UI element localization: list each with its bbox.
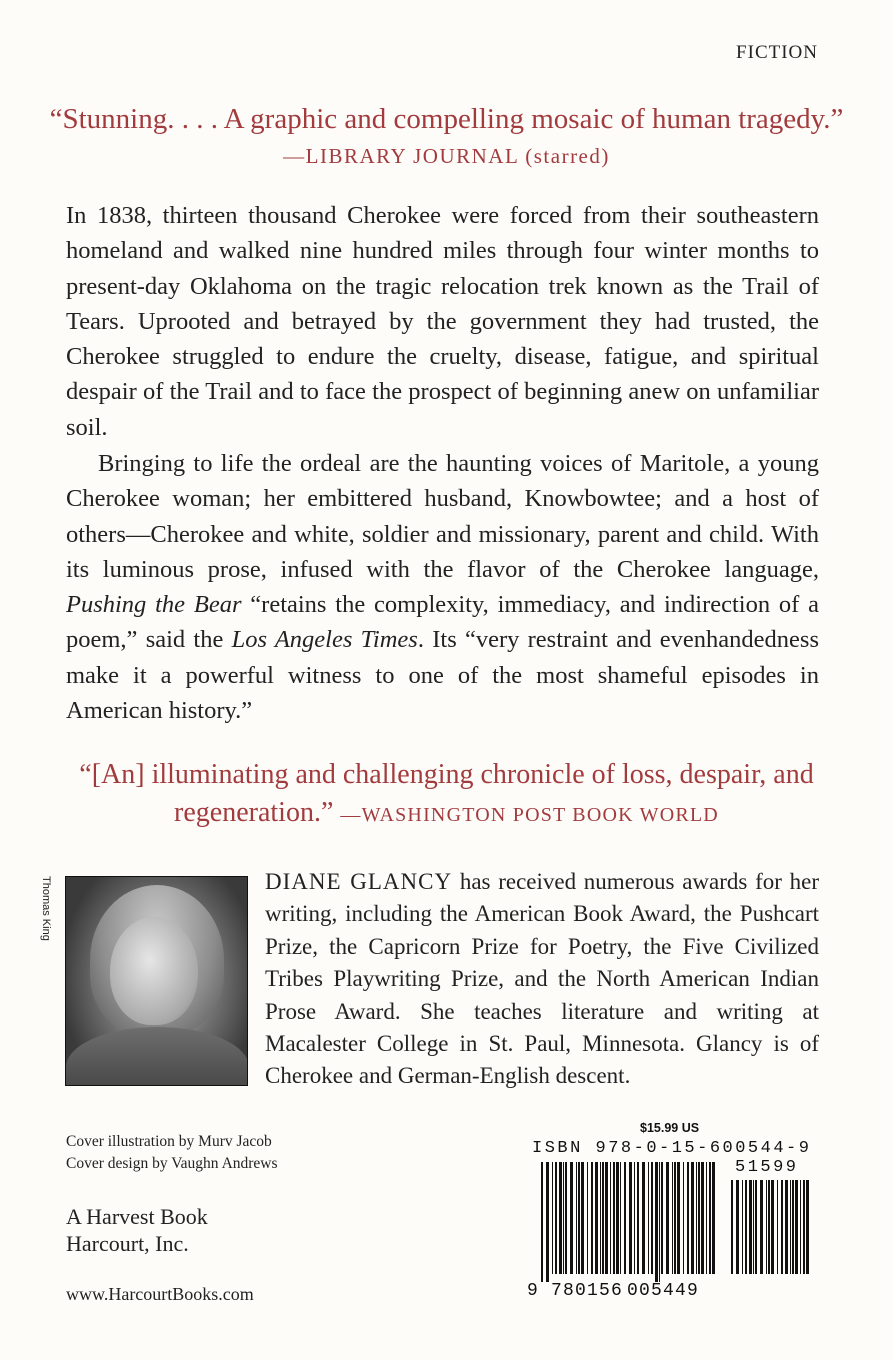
author-name: DIANE GLANCY: [265, 869, 453, 894]
barcode-bar: [749, 1180, 752, 1274]
bottom-review-text: “[An] illuminating and challenging chronicle of loss, despair, and regeneration.”: [79, 759, 814, 828]
barcode-bar: [629, 1162, 632, 1274]
barcode-bar: [755, 1180, 757, 1274]
barcode-bar: [691, 1162, 694, 1274]
barcode-bar: [698, 1162, 700, 1274]
barcode-bar: [620, 1162, 621, 1274]
isbn-label: ISBN 978-0-15-600544-9: [532, 1139, 812, 1158]
barcode-bar: [651, 1162, 653, 1274]
barcode-bar: [701, 1162, 704, 1274]
barcode-bar: [753, 1180, 754, 1274]
barcode-bar: [742, 1180, 743, 1274]
barcode-bar: [559, 1162, 562, 1274]
author-bio-text: has received numerous awards for her writing, including the American Book Award, the Pushcart Prize, the Capricorn Prize for Poetry, the Five Civilized Tribes Playwriting Prize, and the North American Indian Prose Award. She teaches literature and writing at Macalester College in St. Paul, Minnesota. Glancy is of Cherokee and German-English descent.: [265, 869, 819, 1089]
barcode-bar: [731, 1180, 733, 1274]
barcode-bar: [587, 1162, 588, 1274]
barcode-bar: [803, 1180, 805, 1274]
barcode-bar: [565, 1162, 567, 1274]
barcode-bar: [687, 1162, 689, 1274]
barcode-digits: [527, 1281, 699, 1301]
author-photo-face: [110, 917, 198, 1025]
author-bio: [265, 866, 819, 1093]
description-paragraph-2-part-a: Bringing to life the ordeal are the haunting voices of Maritole, a young Cherokee woman; her embittered husband, Knowbowtee; and a host of others—Cherokee and white, soldier and missionary, parent and child. With its luminous prose, infused with the flavor of the Cherokee language,: [66, 450, 819, 583]
barcode-bar: [578, 1162, 580, 1274]
barcode-bar: [771, 1180, 774, 1274]
description-paragraph-1: [66, 198, 819, 445]
author-photo-shoulders: [66, 1027, 248, 1086]
cover-credits: [66, 1131, 278, 1175]
barcode-right-digits: 005449: [627, 1281, 700, 1301]
bottom-review-quote: [40, 756, 853, 834]
barcode-bar: [576, 1162, 577, 1274]
barcode-bar: [696, 1162, 697, 1274]
barcode-bar: [637, 1162, 639, 1274]
barcode-bar: [563, 1162, 564, 1274]
barcode-bar: [555, 1162, 557, 1274]
barcode-bar: [655, 1162, 658, 1282]
barcode-bar: [610, 1162, 611, 1274]
barcode-bar: [570, 1162, 573, 1274]
barcode-bar: [552, 1162, 553, 1274]
cover-illustration-credit: Cover illustration by Murv Jacob: [66, 1133, 272, 1150]
barcode-bar: [777, 1180, 778, 1274]
cover-design-credit: Cover design by Vaughn Andrews: [66, 1155, 278, 1172]
barcode-bar: [712, 1162, 715, 1274]
description-paragraph-2: [66, 446, 819, 728]
barcode-bar: [595, 1162, 598, 1274]
barcode-bar: [768, 1180, 770, 1274]
barcode-bar: [709, 1162, 711, 1274]
isbn-barcode: [540, 1162, 716, 1282]
author-photo: [65, 876, 248, 1086]
imprint-name: A Harvest Book: [66, 1204, 208, 1229]
barcode-bar: [672, 1162, 673, 1274]
top-review-attribution: —LIBRARY JOURNAL (starred): [283, 144, 610, 168]
description-paragraph-1-text: In 1838, thirteen thousand Cherokee were forced from their southeastern homeland and walked nine hundred miles through four winter months to present-day Oklahoma on the tragic relocation trek known as the Trail of Tears. Uprooted and betrayed by the government they had trusted, the Cherokee struggled to endure the cruelty, disease, fatigue, and spiritual despair of the Trail and to face the prospect of beginning anew on unfamiliar soil.: [66, 202, 819, 441]
barcode-bar: [546, 1162, 549, 1282]
barcode-bar: [745, 1180, 747, 1274]
barcode-bar: [624, 1162, 626, 1274]
review-source-italic: Los Angeles Times: [231, 626, 418, 654]
publisher-name: Harcourt, Inc.: [66, 1231, 189, 1256]
barcode-bar: [792, 1180, 794, 1274]
barcode-bar: [581, 1162, 584, 1274]
barcode-bar: [541, 1162, 543, 1282]
barcode-bar: [659, 1162, 660, 1282]
top-review-quote: “Stunning. . . . A graphic and compelling mosaic of human tragedy.”: [49, 103, 844, 135]
genre-label: FICTION: [736, 42, 818, 63]
barcode-bar: [706, 1162, 707, 1274]
bottom-review-attribution: —WASHINGTON POST BOOK WORLD: [340, 804, 719, 826]
barcode-bar: [666, 1162, 669, 1274]
barcode-bar: [605, 1162, 608, 1274]
barcode-bar: [781, 1180, 783, 1274]
barcode-bar: [683, 1162, 684, 1274]
barcode-bar: [634, 1162, 635, 1274]
barcode-bar: [613, 1162, 615, 1274]
description-paragraph-2-part-c: . Its “very restraint and evenhandedness make it a powerful witness to one of the most shameful episodes in American history.”: [66, 626, 820, 725]
book-title-italic: Pushing the Bear: [66, 591, 242, 619]
barcode-bar: [616, 1162, 619, 1274]
barcode-bar: [677, 1162, 680, 1274]
barcode-bar: [795, 1180, 798, 1274]
barcode-bar: [591, 1162, 593, 1274]
barcode-bar: [766, 1180, 767, 1274]
barcode-bar: [806, 1180, 809, 1274]
barcode-bar: [785, 1180, 788, 1274]
barcode-bar: [790, 1180, 791, 1274]
barcode-bar: [736, 1180, 739, 1274]
barcode-bar: [600, 1162, 601, 1274]
barcode-bar: [661, 1162, 663, 1274]
price-label: $15.99 US: [640, 1121, 700, 1135]
price-addon-barcode: [730, 1180, 812, 1282]
price-code-label: 51599: [735, 1158, 799, 1177]
barcode-bar: [800, 1180, 801, 1274]
barcode-bar: [760, 1180, 763, 1274]
barcode-bar: [642, 1162, 645, 1274]
publisher-block: [66, 1203, 208, 1257]
barcode-left-digits: 780156: [551, 1281, 624, 1301]
description-paragraph-2-part-b: “retains the complexity, immediacy, and indirection of a poem,” said the: [66, 591, 819, 654]
photo-credit: Thomas King: [40, 876, 52, 941]
barcode-bar: [674, 1162, 676, 1274]
barcode-bar: [648, 1162, 649, 1274]
publisher-url: www.HarcourtBooks.com: [66, 1284, 254, 1304]
barcode-lead-digit: 9: [527, 1281, 540, 1301]
barcode-bar: [602, 1162, 604, 1274]
